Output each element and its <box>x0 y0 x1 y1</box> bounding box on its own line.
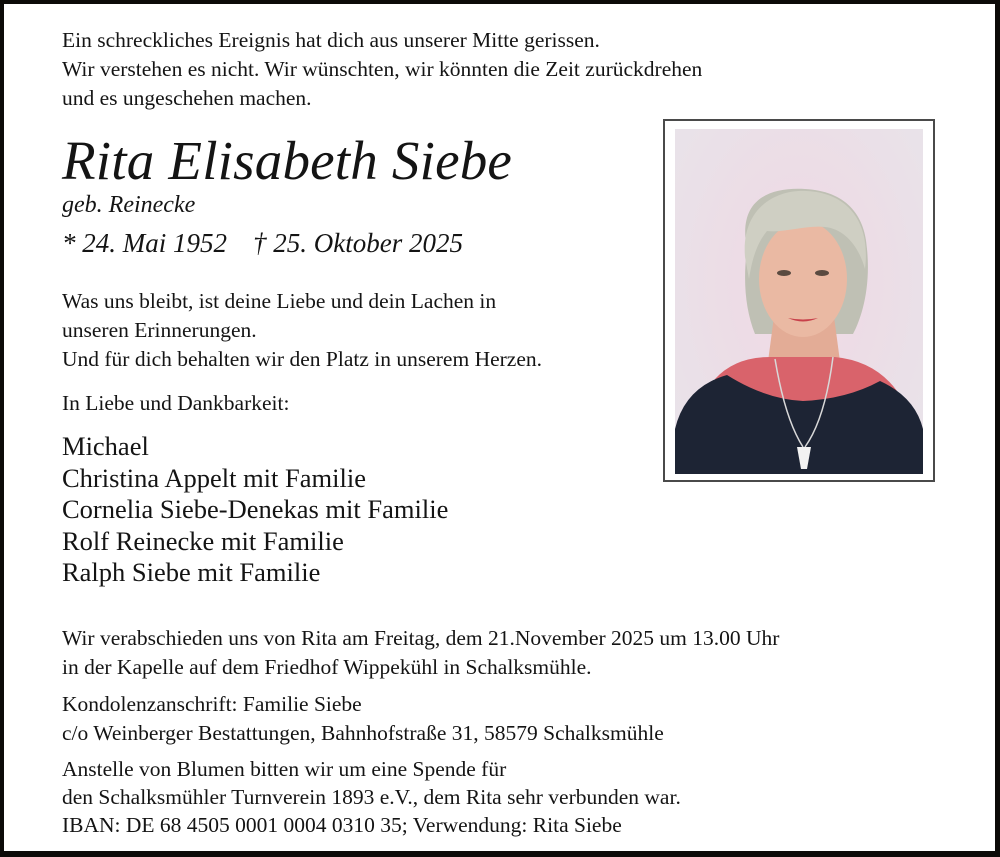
intro-line: und es ungeschehen machen. <box>62 86 312 110</box>
intro-text <box>62 26 702 113</box>
condolence-line: Kondolenzanschrift: Familie Siebe <box>62 692 362 716</box>
quote-line: unseren Erinnerungen. <box>62 318 257 342</box>
thanks-heading: In Liebe und Dankbarkeit: <box>62 391 290 415</box>
life-dates <box>62 226 463 260</box>
quote-line: Was uns bleibt, ist deine Liebe und dein Lachen in <box>62 289 497 313</box>
funeral-service-info <box>62 624 779 682</box>
portrait-frame <box>663 119 935 482</box>
mourner: Rolf Reinecke mit Familie <box>62 525 344 556</box>
portrait-photo <box>675 129 923 474</box>
mourners-list <box>62 431 448 589</box>
service-line: Wir verabschieden uns von Rita am Freitag, dem 21.November 2025 um 13.00 Uhr <box>62 626 780 650</box>
quote-line: Und für dich behalten wir den Platz in unserem Herzen. <box>62 347 543 371</box>
donation-request <box>62 755 681 839</box>
birth-date: * 24. Mai 1952 <box>62 228 227 258</box>
memorial-quote <box>62 287 542 374</box>
donation-line: Anstelle von Blumen bitten wir um eine Spende für <box>62 757 507 781</box>
mourner: Cornelia Siebe-Denekas mit Familie <box>62 494 449 524</box>
condolence-address <box>62 690 664 748</box>
mourner: Ralph Siebe mit Familie <box>62 557 321 587</box>
intro-line: Wir verstehen es nicht. Wir wünschten, wir könnten die Zeit zurückdrehen <box>62 57 703 81</box>
maiden-name: geb. Reinecke <box>62 192 196 218</box>
death-date: † 25. Oktober 2025 <box>253 228 463 258</box>
donation-iban: IBAN: DE 68 4505 0001 0004 0310 35; Verwendung: Rita Siebe <box>62 813 622 837</box>
portrait-illustration <box>675 129 923 474</box>
condolence-line: c/o Weinberger Bestattungen, Bahnhofstraße 31, 58579 Schalksmühle <box>62 721 664 745</box>
intro-line: Ein schreckliches Ereignis hat dich aus unserer Mitte gerissen. <box>62 28 600 52</box>
donation-line: den Schalksmühler Turnverein 1893 e.V., dem Rita sehr verbunden war. <box>62 785 681 809</box>
mourner: Michael <box>62 431 149 461</box>
service-line: in der Kapelle auf dem Friedhof Wippekühl in Schalksmühle. <box>62 655 592 679</box>
deceased-name: Rita Elisabeth Siebe <box>62 130 513 191</box>
mourner: Christina Appelt mit Familie <box>62 462 366 493</box>
